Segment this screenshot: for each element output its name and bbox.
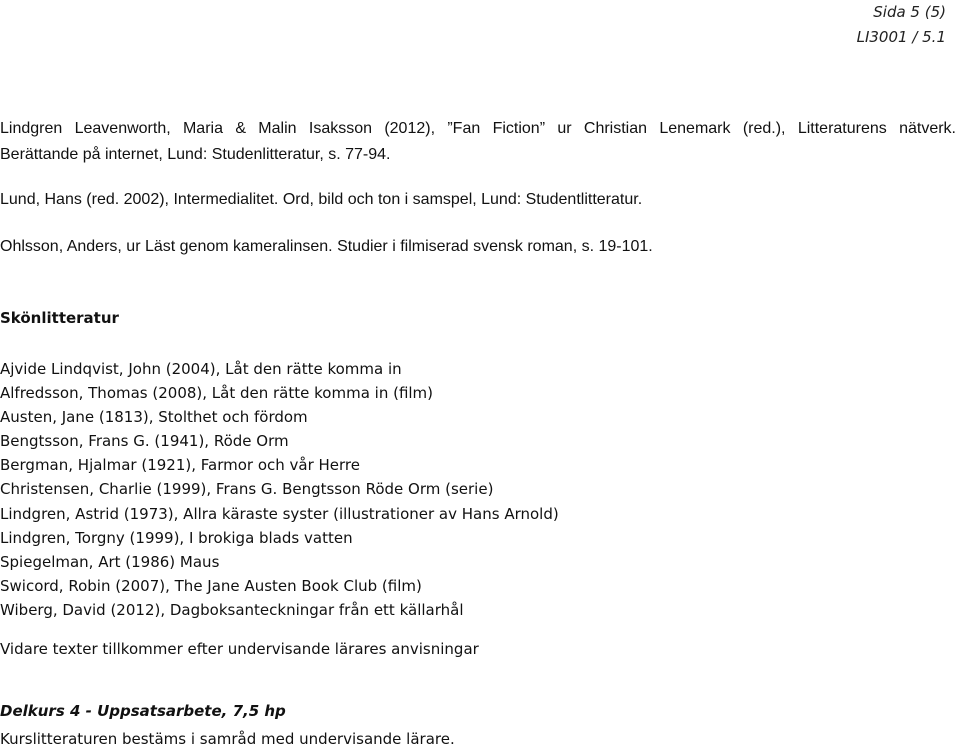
list-item: Lindgren, Astrid (1973), Allra käraste syster (illustrationer av Hans Arnold) <box>0 504 559 523</box>
list-item: Spiegelman, Art (1986) Maus <box>0 552 220 571</box>
reference-lindgren-leavenworth-line1: Lindgren Leavenworth, Maria & Malin Isaksson (2012), ”Fan Fiction” ur Christian Lenemark (red.), Litteraturens nätverk. <box>0 120 956 137</box>
list-item: Christensen, Charlie (1999), Frans G. Bengtsson Röde Orm (serie) <box>0 480 494 499</box>
list-item: Ajvide Lindqvist, John (2004), Låt den rätte komma in <box>0 360 402 378</box>
delkurs-heading: Delkurs 4 - Uppsatsarbete, 7,5 hp <box>0 702 286 720</box>
reference-lund: Lund, Hans (red. 2002), Intermedialitet. Ord, bild och ton i samspel, Lund: Studentlitteratur. <box>0 191 643 208</box>
additional-texts-note: Vidare texter tillkommer efter undervisande lärares anvisningar <box>0 640 479 658</box>
list-item: Wiberg, David (2012), Dagboksanteckningar från ett källarhål <box>0 600 464 619</box>
delkurs-literature-note: Kurslitteraturen bestäms i samråd med undervisande lärare. <box>0 730 455 748</box>
list-item: Swicord, Robin (2007), The Jane Austen Book Club (film) <box>0 576 422 595</box>
list-item: Austen, Jane (1813), Stolthet och fördom <box>0 408 308 427</box>
page-number: Sida 5 (5) <box>873 3 946 21</box>
list-item: Alfredsson, Thomas (2008), Låt den rätte komma in (film) <box>0 384 434 403</box>
reference-lindgren-leavenworth-line2: Berättande på internet, Lund: Studenlitteratur, s. 77-94. <box>0 146 391 163</box>
fiction-list <box>0 357 559 622</box>
reference-ohlsson: Ohlsson, Anders, ur Läst genom kameralinsen. Studier i filmiserad svensk roman, s. 19-101. <box>0 238 653 255</box>
list-item: Bergman, Hjalmar (1921), Farmor och vår Herre <box>0 456 360 475</box>
section-heading-fiction: Skönlitteratur <box>0 309 119 327</box>
list-item: Bengtsson, Frans G. (1941), Röde Orm <box>0 432 289 451</box>
page-header <box>857 0 946 50</box>
course-code: LI3001 / 5.1 <box>856 28 946 46</box>
list-item: Lindgren, Torgny (1999), I brokiga blads vatten <box>0 528 353 547</box>
